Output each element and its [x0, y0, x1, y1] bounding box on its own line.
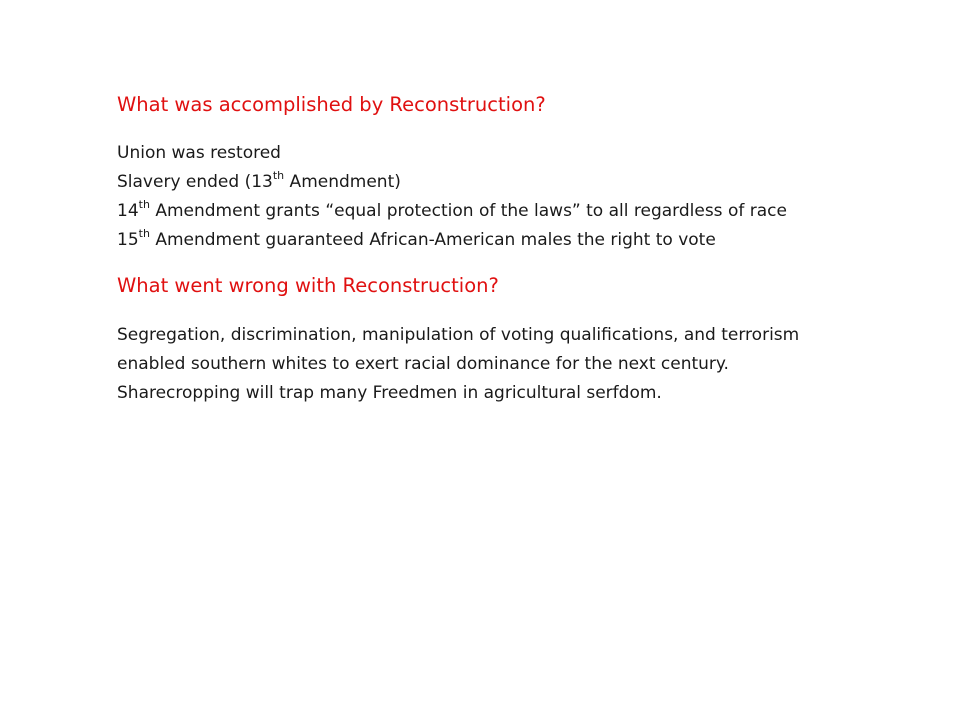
accomplishment-text: Amendment guaranteed African-American males the right to vote	[149, 230, 716, 251]
accomplishment-text: 15	[117, 230, 139, 251]
ordinal-suffix: th	[272, 169, 285, 183]
accomplishment-item-13th	[117, 168, 837, 197]
problem-item-sharecropping: Sharecropping will trap many Freedmen in agricultural serfdom.	[117, 382, 662, 403]
heading-accomplished: What was accomplished by Reconstruction?	[117, 93, 546, 116]
accomplishment-text: 14	[117, 201, 139, 222]
accomplishments-list	[117, 139, 837, 255]
heading-wrong: What went wrong with Reconstruction?	[117, 274, 499, 298]
problem-item-segregation: Segregation, discrimination, manipulation of voting qualifications, and terrorism enabled southern whites to exert racial dominance for the next century.	[117, 324, 800, 374]
accomplishment-item-14th	[117, 197, 837, 226]
problems-list	[117, 321, 837, 408]
ordinal-suffix: th	[138, 227, 150, 241]
accomplishment-item-union	[117, 139, 837, 168]
ordinal-suffix: th	[138, 198, 150, 212]
accomplishment-text: Slavery ended (13	[117, 172, 273, 193]
accomplishment-text: Amendment)	[284, 172, 401, 193]
slide-content	[117, 92, 837, 408]
accomplishment-text: Union was restored	[117, 143, 281, 164]
accomplishment-item-15th	[117, 226, 837, 255]
accomplishment-text: Amendment grants “equal protection of the laws” to all regardless of race	[149, 201, 787, 222]
